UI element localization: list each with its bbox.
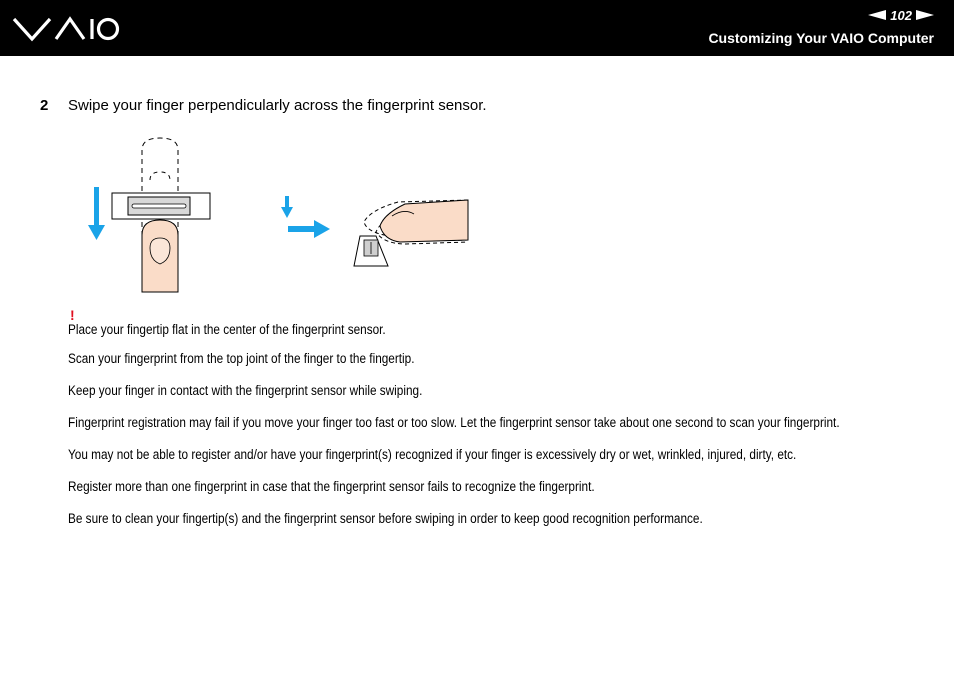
page-navigation bbox=[868, 7, 934, 23]
step-number: 2 bbox=[40, 97, 49, 114]
note-item: Be sure to clean your fingertip(s) and the fingerprint sensor before swiping in order to keep good recognition performance. bbox=[68, 511, 703, 526]
note-item: Scan your fingerprint from the top joint of the finger to the fingertip. bbox=[68, 351, 415, 366]
page-number: 102 bbox=[890, 7, 912, 23]
right-arrow-icon bbox=[288, 220, 330, 238]
page-header bbox=[0, 0, 954, 56]
note-item: Fingerprint registration may fail if you move your finger too fast or too slow. Let the fingerprint sensor take about one second to scan your fingerprint. bbox=[68, 415, 840, 430]
next-page-icon[interactable] bbox=[916, 10, 934, 20]
finger-top-view bbox=[112, 138, 210, 292]
section-title: Customizing Your VAIO Computer bbox=[708, 30, 934, 46]
down-arrow-icon bbox=[88, 187, 105, 240]
previous-page-icon[interactable] bbox=[868, 10, 886, 20]
small-down-arrow-icon bbox=[281, 196, 293, 218]
note-item: Keep your finger in contact with the fingerprint sensor while swiping. bbox=[68, 383, 423, 398]
step-text: Swipe your finger perpendicularly across the fingerprint sensor. bbox=[68, 97, 487, 114]
vaio-logo bbox=[12, 16, 122, 42]
note-item: Register more than one fingerprint in case that the fingerprint sensor fails to recognize the fingerprint. bbox=[68, 479, 595, 494]
warning-icon: ! bbox=[70, 307, 75, 323]
fingerprint-swipe-illustration bbox=[80, 130, 480, 295]
note-item: You may not be able to register and/or have your fingerprint(s) recognized if your finger is excessively dry or wet, wrinkled, injured, dirty, etc. bbox=[68, 447, 797, 462]
note-item: Place your fingertip flat in the center of the fingerprint sensor. bbox=[68, 322, 386, 337]
finger-side-view bbox=[354, 200, 468, 266]
step-instruction bbox=[40, 97, 487, 114]
